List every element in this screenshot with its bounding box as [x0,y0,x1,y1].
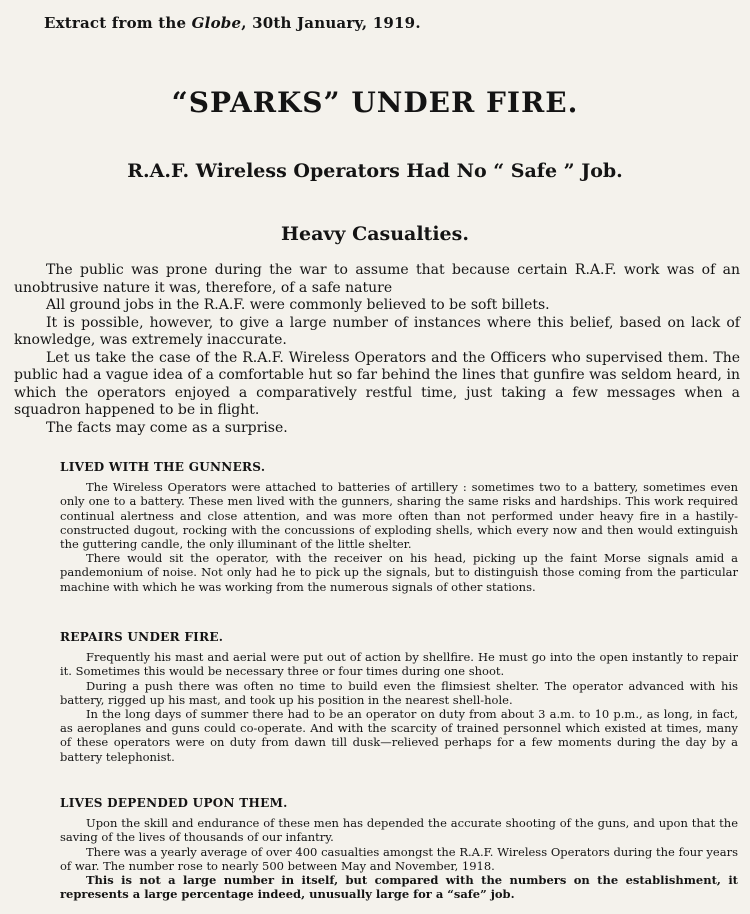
extract-paper-name: Globe [191,14,242,32]
article-headline: “SPARKS” UNDER FIRE. [171,86,579,119]
lead-paragraph: It is possible, however, to give a large number of instances where this belief, based on lack of knowledge, was extremely inaccurate. [14,314,740,348]
lead-paragraph: The facts may come as a surprise. [46,419,288,436]
section-heading: LIVES DEPENDED UPON THEM. [60,796,288,810]
lead-paragraph: Let us take the case of the R.A.F. Wireless Operators and the Officers who supervised them. The public had a vague idea of a comfortable hut so far behind the lines that gunfire was seldom heard, in which the operators enjoyed a comparatively restful time, just taking a few messages when a squadron happened to be in flight. [14,349,740,418]
section-paragraph: The Wireless Operators were attached to batteries of artillery : sometimes two to a battery, sometimes even only one to a battery. These men lived with the gunners, sharing the same risks and hardships. This work required continual alertness and close attention, and was more often than not performed under heavy fire in a hastily-constructed dugout, rocking with the concussions of exploding shells, which every now and then would extinguish the guttering candle, the only illuminant of the little shelter. [60,480,738,552]
section-repairs-under-fire [60,630,738,764]
lead-paragraph: The public was prone during the war to assume that because certain R.A.F. work was of an unobtrusive nature it was, therefore, of a safe nature [14,262,740,296]
section-paragraph: Upon the skill and endurance of these men has depended the accurate shooting of the guns, and upon that the saving of the lives of thousands of our infantry. [60,816,738,845]
section-heading: LIVED WITH THE GUNNERS. [60,460,266,474]
section-paragraph: This is not a large number in itself, but compared with the numbers on the establishment, it represents a large percentage indeed, unusually large for a “safe” job. [60,873,738,902]
extract-date: , 30th January, 1919. [241,14,421,32]
lead-paragraph: All ground jobs in the R.A.F. were commonly believed to be soft billets. [46,297,550,313]
article-subheadline: R.A.F. Wireless Operators Had No “ Safe ” Job. [127,160,623,182]
section-lived-with-gunners [60,460,738,594]
section-heading: REPAIRS UNDER FIRE. [60,630,224,644]
extract-line [44,14,421,32]
section-lives-depended [60,796,738,901]
section-paragraph: There was a yearly average of over 400 casualties amongst the R.A.F. Wireless Operators during the four years of war. The number rose to nearly 500 between May and November, 1918. [60,844,738,873]
section-paragraph: There would sit the operator, with the receiver on his head, picking up the faint Morse signals amid a pandemonium of noise. Not only had he to pick up the signals, but to distinguish those coming from the particular machine with which he was working from the numerous signals of other stations. [60,551,738,594]
article-subheadline-casualties: Heavy Casualties. [281,223,469,245]
section-paragraph: During a push there was often no time to build even the flimsiest shelter. The operator advanced with his battery, rigged up his mast, and took up his position in the nearest shell-hole. [60,678,738,707]
section-paragraph: Frequently his mast and aerial were put out of action by shellfire. He must go into the open instantly to repair it. Sometimes this would be necessary three or four times during one shoot. [60,650,738,679]
section-paragraph: In the long days of summer there had to be an operator on duty from about 3 a.m. to 10 p.m., as long, in fact, as aeroplanes and guns could co-operate. And with the scarcity of trained personnel which existed at times, many of these operators were on duty from dawn till dusk—relieved perhaps for a few moments during the day by a battery telephonist. [60,707,738,764]
lead-paragraphs [14,262,740,437]
extract-prefix: Extract from the [44,14,192,32]
